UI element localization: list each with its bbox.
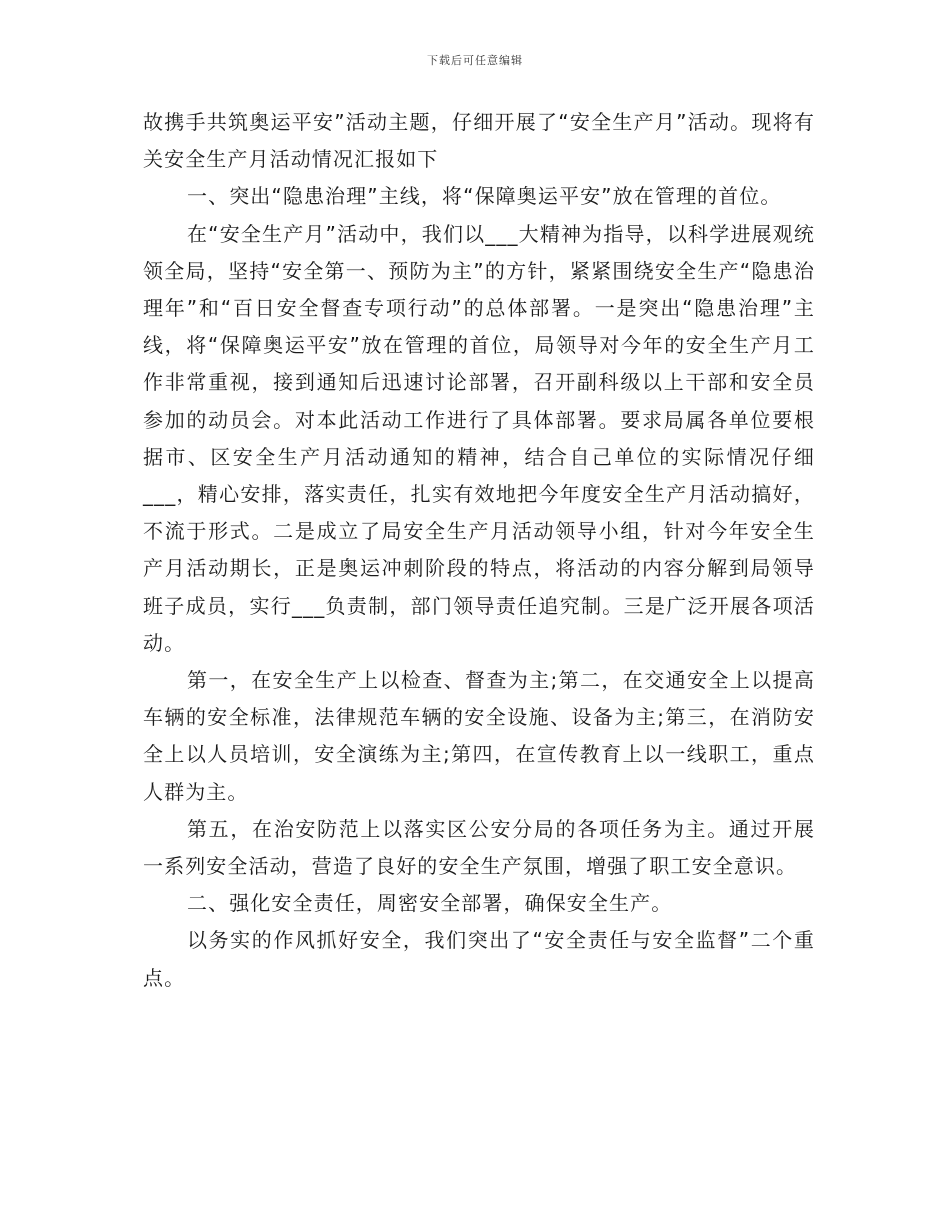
paragraph-section-one-heading: 一、突出“隐患治理”主线，将“保障奥运平安”放在管理的首位。: [187, 184, 782, 209]
paragraph-public-security: 第五，在治安防范上以落实区公安分局的各项任务为主。通过开展一系列安全活动，营造了良好的安全生产氛围，增强了职工安全意识。: [143, 816, 815, 879]
paragraph-activity-details: 在“安全生产月”活动中，我们以___大精神为指导，以科学进展观统领全局，坚持“安全第一、预防为主”的方针，紧紧围绕安全生产“隐患治理年”和“百日安全督查专项行动”的总体部署。一是突出“隐患治理”主线，将“保障奥运平安”放在管理的首位，局领导对今年的安全生产月工作非常重视，接到通知后迅速讨论部署，召开副科级以上干部和安全员参加的动员会。对本此活动工作进行了具体部署。要求局属各单位要根据市、区安全生产月活动通知的精神，结合自己单位的实际情况仔细___，精心安排，落实责任，扎实有效地把今年度安全生产月活动搞好，不流于形式。二是成立了局安全生产月活动领导小组，针对今年安全生产月活动期长，正是奥运冲刺阶段的特点，将活动的内容分解到局领导班子成员，实行___负责制，部门领导责任追究制。三是广泛开展各项活动。: [143, 221, 815, 655]
paragraph-key-points: 以务实的作风抓好安全，我们突出了“安全责任与安全监督”二个重点。: [143, 928, 815, 990]
paragraph-section-two-heading: 二、强化安全责任，周密安全部署，确保安全生产。: [187, 891, 673, 916]
paragraph-activity-focus: 第一，在安全生产上以检查、督查为主;第二，在交通安全上以提高车辆的安全标准，法律规范车辆的安全设施、设备为主;第三，在消防安全上以人员培训，安全演练为主;第四，在宣传教育上以一线职工，重点人群为主。: [143, 668, 815, 804]
paragraph-intro: 故携手共筑奥运平安”活动主题，仔细开展了“安全生产月”活动。现将有关安全生产月活动情况汇报如下: [143, 110, 815, 172]
page-header: 下载后可任意编辑: [427, 54, 523, 67]
document-body: [143, 104, 815, 997]
